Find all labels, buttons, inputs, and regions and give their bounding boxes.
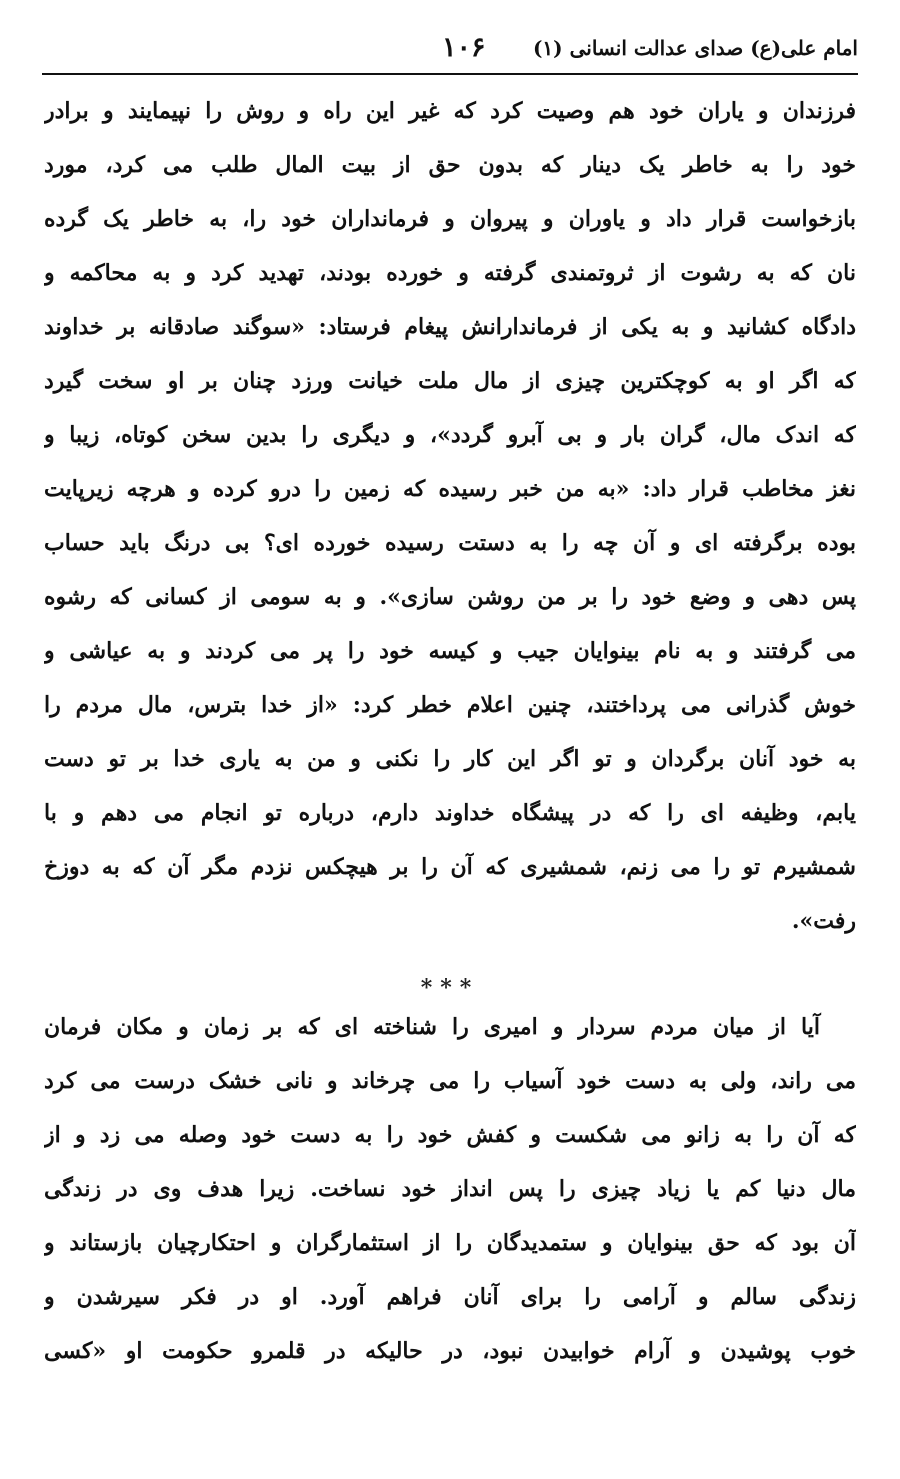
text-line: خوب پوشیدن و آرام خوابیدن نبود، در حالیکه در قلمرو حکومت او «کسی [44,1338,856,1364]
text-line: نغز مخاطب قرار داد: «به من خبر رسیده که زمین را درو کرده و هرچه زیرپایت [44,476,856,502]
text-line: می راند، ولی به دست خود آسیاب را می چرخاند و نانی خشک درست می کرد [44,1068,856,1094]
paragraph-1 [44,84,856,948]
text-line: آن بود که حق بینوایان و ستمدیدگان را از استثمارگران و احتکارچیان بازستاند و [44,1230,856,1256]
text-line: فرزندان و یاران خود هم وصیت کرد که غیر این راه و روش را نپیمایند و برادر [44,98,856,124]
page-header [42,30,858,72]
text-line: که اندک مال، گران بار و بی آبرو گردد»، و دیگری را بدین سخن کوتاه، زیبا و [44,422,856,448]
text-line: مال دنیا کم یا زیاد چیزی را پس انداز خود نساخت. زیرا هدف وی در زندگی [44,1176,856,1202]
text-line: می گرفتند و به نام بینوایان جیب و کیسه خود را پر می کردند و به عیاشی و [44,638,856,664]
text-line: که اگر او به کوچکترین چیزی از مال ملت خیانت ورزد چنان بر او سخت گیرد [44,368,856,394]
text-line: خوش گذرانی می پرداختند، چنین اعلام خطر کرد: «از خدا بترس، مال مردم را [44,692,856,718]
text-line: آیا از میان مردم سردار و امیری را شناخته ای که بر زمان و مکان فرمان [44,1014,820,1040]
text-line: رفت». [791,908,856,934]
text-line: پس دهی و وضع خود را بر من روشن سازی». و به سومی از کسانی که رشوه [44,584,856,610]
text-line: زندگی سالم و آرامی را برای آنان فراهم آورد. او در فکر سیرشدن و [44,1284,856,1310]
text-line: که آن را به زانو می شکست و کفش خود را به دست خود وصله می زد و از [44,1122,856,1148]
paragraph-2 [44,1000,856,1378]
text-line: شمشیرم تو را می زنم، شمشیری که آن را بر هیچکس نزدم مگر آن که به دوزخ [44,854,856,880]
running-title: امام علی(ع) صدای عدالت انسانی (۱) [532,36,858,60]
text-line: بوده برگرفته ای و آن چه را به دستت رسیده خورده ای؟ بی درنگ باید حساب [44,530,856,556]
section-separator: *** [420,975,480,1001]
text-line: خود را به خاطر یک دینار که بدون حق از بیت المال طلب می کرد، مورد [44,152,856,178]
text-line: دادگاه کشانید و به یکی از فرماندارانش پیغام فرستاد: «سوگند صادقانه بر خداوند [44,314,856,340]
text-line: بازخواست قرار داد و یاوران و پیروان و فرمانداران خود را، به خاطر یک گرده [44,206,856,232]
text-line: یابم، وظیفه ای را که در پیشگاه خداوند دارم، درباره تو انجام می دهم و با [44,800,856,826]
page-number: ۱۰۶ [442,32,486,63]
text-line: نان که به رشوت از ثروتمندی گرفته و خورده بودند، تهدید کرد و به محاکمه و [44,260,856,286]
header-rule [42,73,858,75]
text-line: به خود آنان برگردان و تو اگر این کار را نکنی و من به یاری خدا بر تو دست [44,746,856,772]
